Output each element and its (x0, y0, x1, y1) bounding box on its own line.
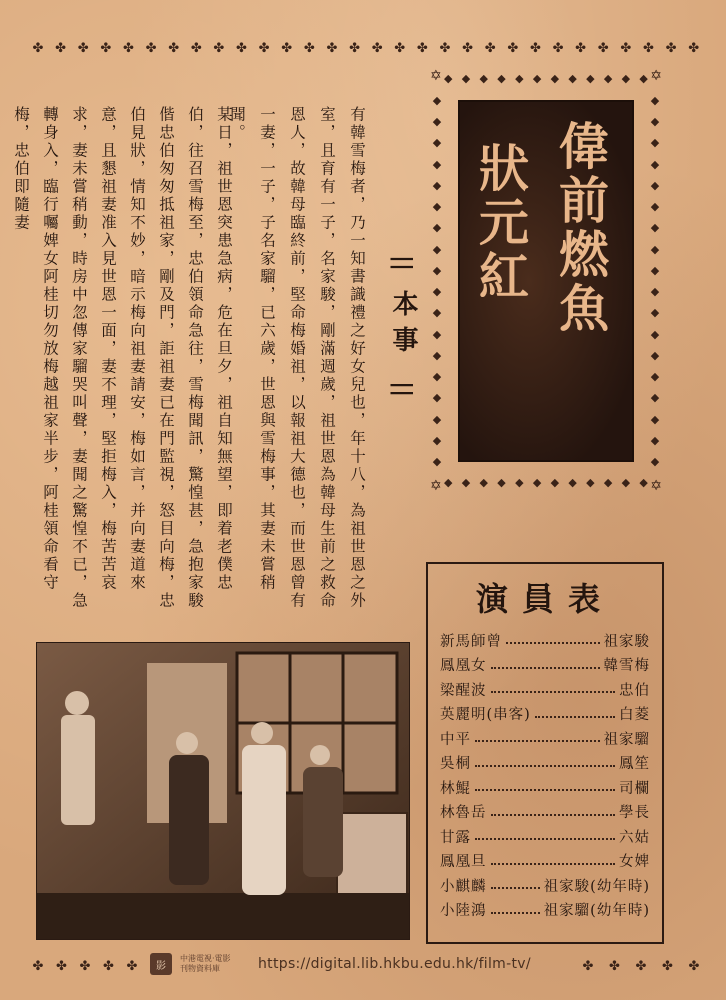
title-frame: ✡ ✡ ✡ ✡ ◆ ◆ ◆ ◆ ◆ ◆ ◆ ◆ ◆ ◆ ◆ ◆ ◆ ◆ ◆ ◆ ◆ ◆ ◆ ◆ ◆ ◆ ◆ ◆ ◆ ◆ ◆ ◆ ◆ ◆ ◆ ◆ ◆ ◆ ◆ ◆ ◆ ◆ ◆ ◆ ◆ ◆ ◆ ◆ ◆ ◆ ◆ ◆ ◆ ◆ ◆ ◆ ◆ ◆ ◆ ◆ ◆ ◆ ◆ ◆ 偉前燃魚 狀元紅 (430, 68, 662, 494)
archive-name-line-2: 刊物資料庫 (180, 964, 220, 973)
bottom-star-border: ✤ ✤ ✤ ✤ ✤ (32, 959, 138, 974)
cast-row (440, 873, 650, 898)
title-line-2: 狀元紅 (471, 142, 530, 304)
cast-row (440, 800, 650, 825)
synopsis-paragraph-1: 有韓雪梅者，乃一知書識禮之好女兒也，年十八，為祖世恩之外室，且育有一子，名家駿，剛滿週歲，祖世恩為韓母生前之救命恩人，故韓母臨終前，堅命梅婚祖，以報祖大德也，而世恩曾有一妻，一子，子名家騮，已六歲，世恩與雪梅事，其妻未嘗稍聞。 (228, 106, 366, 610)
cast-role: 白菱 (619, 707, 650, 724)
cast-row (440, 677, 650, 702)
cast-role: 女婢 (619, 854, 650, 871)
synopsis-paragraph-2: 某日，祖世恩突患急病，危在旦夕，祖自知無望，即着老僕忠伯，往召雪梅至，忠伯領命急往，雪梅聞訊，驚惶甚，急抱家駿偕忠伯匆匆抵祖家，剛及門，詎祖妻已在門監視，怒目向梅，忠伯見狀，情知不妙，暗示梅向祖妻請安，梅如言，并向妻道來意，且懇祖妻准入見世恩一面，妻不理，堅拒梅入，梅苦苦哀求，妻未嘗稍動，時房中忽傳家騮哭叫聲，妻聞之驚惶不已，急轉身入，臨行囑婢女阿桂切勿放梅越祖家半步，阿桂領命看守梅，忠伯即隨妻 (12, 106, 233, 610)
cast-role: 祖家騮 (603, 731, 650, 748)
cast-actor: 新馬師曾 (440, 633, 502, 650)
cast-role: 祖家騮(幼年時) (543, 903, 650, 920)
archive-name-line-1: 中港電視·電影 (180, 954, 231, 963)
cast-actor: 甘露 (440, 829, 471, 846)
title-line-1: 偉前燃魚 (551, 120, 610, 336)
cast-role: 祖家駿(幼年時) (543, 878, 650, 895)
leader-dots (475, 832, 615, 840)
cast-role: 學長 (619, 805, 650, 822)
film-still-photo (36, 642, 410, 940)
synopsis-heading (378, 206, 422, 446)
cast-role: 忠伯 (619, 682, 650, 699)
leader-dots (475, 734, 600, 742)
cast-row (440, 775, 650, 800)
leader-dots (491, 906, 540, 914)
archive-logo-icon: 影 (150, 953, 172, 975)
heading-bar-bottom: || (390, 381, 416, 398)
leader-dots (491, 685, 616, 693)
cast-actor: 鳳凰旦 (440, 854, 487, 871)
leader-dots (506, 636, 600, 644)
footer-watermark (150, 950, 580, 978)
cast-role: 祖家駿 (603, 633, 650, 650)
cast-role: 司欄 (619, 780, 650, 797)
leader-dots (491, 881, 540, 889)
cast-role: 韓雪梅 (603, 658, 650, 675)
cast-role: 六姑 (619, 829, 650, 846)
cast-row (440, 653, 650, 678)
cast-actor: 吳桐 (440, 756, 471, 773)
cast-row (440, 726, 650, 751)
cast-row (440, 824, 650, 849)
archive-url[interactable]: https://digital.lib.hkbu.edu.hk/film-tv/ (258, 956, 531, 972)
cast-actor: 小麒麟 (440, 878, 487, 895)
heading-bar-top: || (390, 254, 416, 271)
cast-rows (440, 628, 650, 922)
leader-dots (491, 661, 600, 669)
heading-text: 本事 (388, 290, 418, 362)
leader-dots (475, 759, 615, 767)
cast-actor: 梁醒波 (440, 682, 487, 699)
archive-name (180, 954, 250, 974)
film-still-image (37, 643, 410, 940)
cast-row (440, 702, 650, 727)
cast-row (440, 628, 650, 653)
cast-actor: 林魯岳 (440, 805, 487, 822)
cast-actor: 英麗明(串客) (440, 707, 531, 724)
cast-actor: 中平 (440, 731, 471, 748)
cast-actor: 林鯤 (440, 780, 471, 797)
top-star-border: ✤ ✤ ✤ ✤ ✤ ✤ ✤ ✤ ✤ ✤ ✤ ✤ ✤ ✤ ✤ ✤ ✤ ✤ ✤ ✤ ✤ ✤ ✤ ✤ ✤ ✤ ✤ ✤ ✤ ✤ (32, 41, 700, 56)
cast-actor: 小陸鴻 (440, 903, 487, 920)
leader-dots (491, 857, 616, 865)
cast-role: 鳳笙 (619, 756, 650, 773)
leader-dots (475, 783, 615, 791)
cast-list (426, 562, 664, 944)
title-box (458, 100, 634, 462)
leader-dots (535, 710, 615, 718)
bottom-star-border-right: ✤ ✤ ✤ ✤ ✤ (582, 959, 700, 974)
cast-actor: 鳳凰女 (440, 658, 487, 675)
cast-row (440, 751, 650, 776)
cast-title: 演員表 (475, 580, 614, 618)
cast-row (440, 849, 650, 874)
cast-row (440, 898, 650, 923)
leader-dots (491, 808, 616, 816)
